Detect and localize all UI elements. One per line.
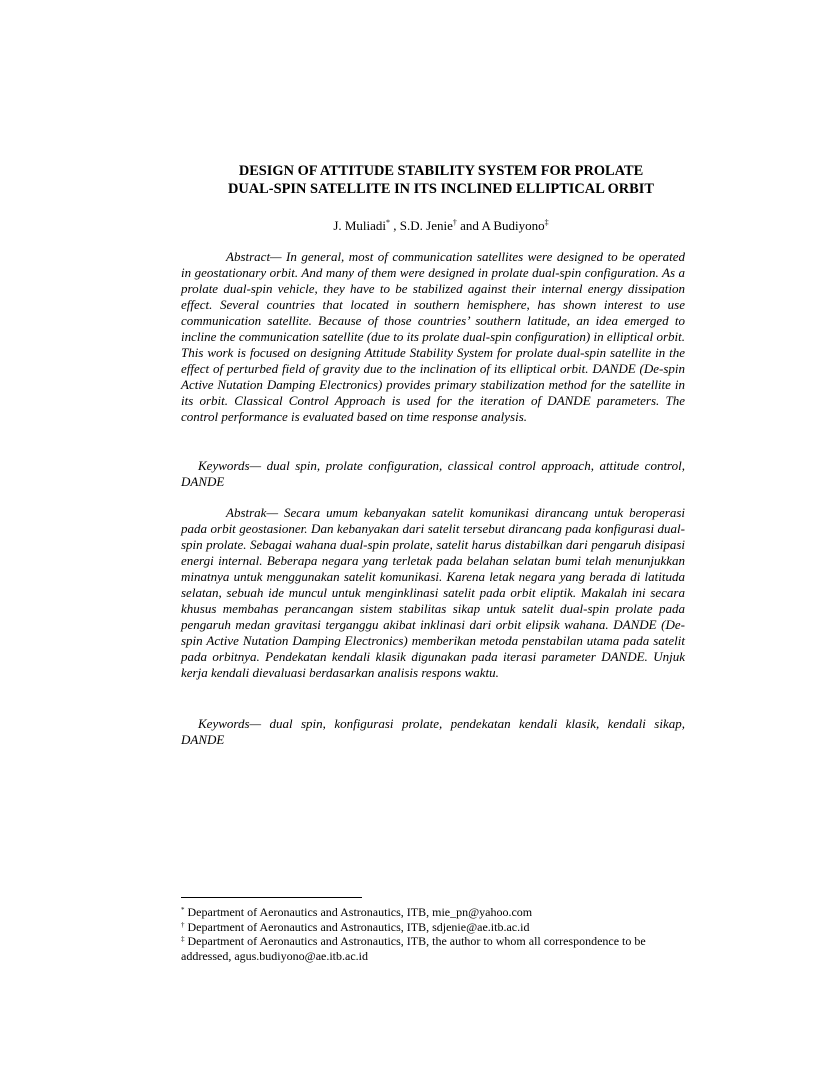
author-1-mark: * <box>386 218 391 227</box>
footnote-2 <box>181 920 691 935</box>
footnote-3-text: Department of Aeronautics and Astronautics, ITB, the author to whom all correspondence to be addressed, agus.budiyono@ae.itb.ac.id <box>181 934 646 963</box>
author-3: A Budiyono <box>481 218 545 233</box>
footnotes <box>181 905 691 963</box>
footnote-divider <box>181 897 362 898</box>
footnote-2-text: Department of Aeronautics and Astronautics, ITB, sdjenie@ae.itb.ac.id <box>184 919 530 934</box>
footnote-2-mark: † <box>181 920 185 929</box>
author-separator-2: and <box>456 218 482 233</box>
author-3-mark: ‡ <box>544 218 549 227</box>
keywords-english: Keywords— dual spin, prolate configuration, classical control approach, attitude control, DANDE <box>181 458 685 489</box>
author-separator-1: , <box>390 218 400 233</box>
title-line-2: DUAL-SPIN SATELLITE IN ITS INCLINED ELLIPTICAL ORBIT <box>228 181 654 197</box>
title-line-1: DESIGN OF ATTITUDE STABILITY SYSTEM FOR PROLATE <box>238 163 644 179</box>
author-list <box>140 218 742 234</box>
footnote-1-mark: * <box>181 906 185 914</box>
footnote-1-text: Department of Aeronautics and Astronautics, ITB, mie_pn@yahoo.com <box>184 905 533 919</box>
footnote-3-mark: ‡ <box>181 935 185 943</box>
abstract-english: Abstract— In general, most of communication satellites were designed to be operated in geostationary orbit. And many of them were designed in prolate dual-spin configuration. As a prolate dual-spin vehicle, they have to be stabilized against their internal energy dissipation effect. Several countries that located in southern hemisphere, has shown interest to use communication satellite. Because of those countries’ southern latitude, an idea emerged to incline the communication satellite (due to its prolate dual-spin configuration) in elliptical orbit. This work is focused on designing Attitude Stability System for prolate dual-spin satellite in the effect of perturbed field of gravity due to the inclination of its elliptical orbit. DANDE (De-spin Active Nutation Damping Electronics) provides primary stabilization method for the satellite in its orbit. Classical Control Approach is used for the iteration of DANDE parameters. The control performance is evaluated based on time response analysis. <box>181 249 685 424</box>
footnote-1 <box>181 905 691 920</box>
paper-title <box>140 162 742 198</box>
abstract-indonesian: Abstrak— Secara umum kebanyakan satelit komunikasi dirancang untuk beroperasi pada orbit geostasioner. Dan kebanyakan dari satelit tersebut dirancang pada konfigurasi dual-spin prolate. Sebagai wahana dual-spin prolate, satelit harus distabilkan dari pengaruh disipasi energi internal. Beberapa negara yang terletak pada belahan selatan bumi telah menunjukkan minatnya untuk menggunakan satelit komunikasi. Karena letak negara yang berada di latituda selatan, sebuah ide muncul untuk menginklinasi satelit pada orbit eliptik. Makalah ini secara khusus membahas perancangan sistem stabilitas sikap untuk satelit dual-spin prolate pada pengaruh medan gravitasi terganggu akibat inklinasi dari orbit elipsik wahana. DANDE (De-spin Active Nutation Damping Electronics) memberikan metoda penstabilan utama pada satelit pada orbitnya. Pendekatan kendali klasik digunakan pada iterasi parameter DANDE. Unjuk kerja kendali dievaluasi berdasarkan analisis respons waktu. <box>181 505 685 680</box>
author-2: S.D. Jenie <box>399 218 453 233</box>
author-2-mark: † <box>452 218 457 227</box>
keywords-indonesian: Keywords— dual spin, konfigurasi prolate, pendekatan kendali klasik, kendali sikap, DANDE <box>181 716 685 747</box>
author-1: J. Muliadi <box>333 218 387 233</box>
footnote-3 <box>181 934 691 963</box>
